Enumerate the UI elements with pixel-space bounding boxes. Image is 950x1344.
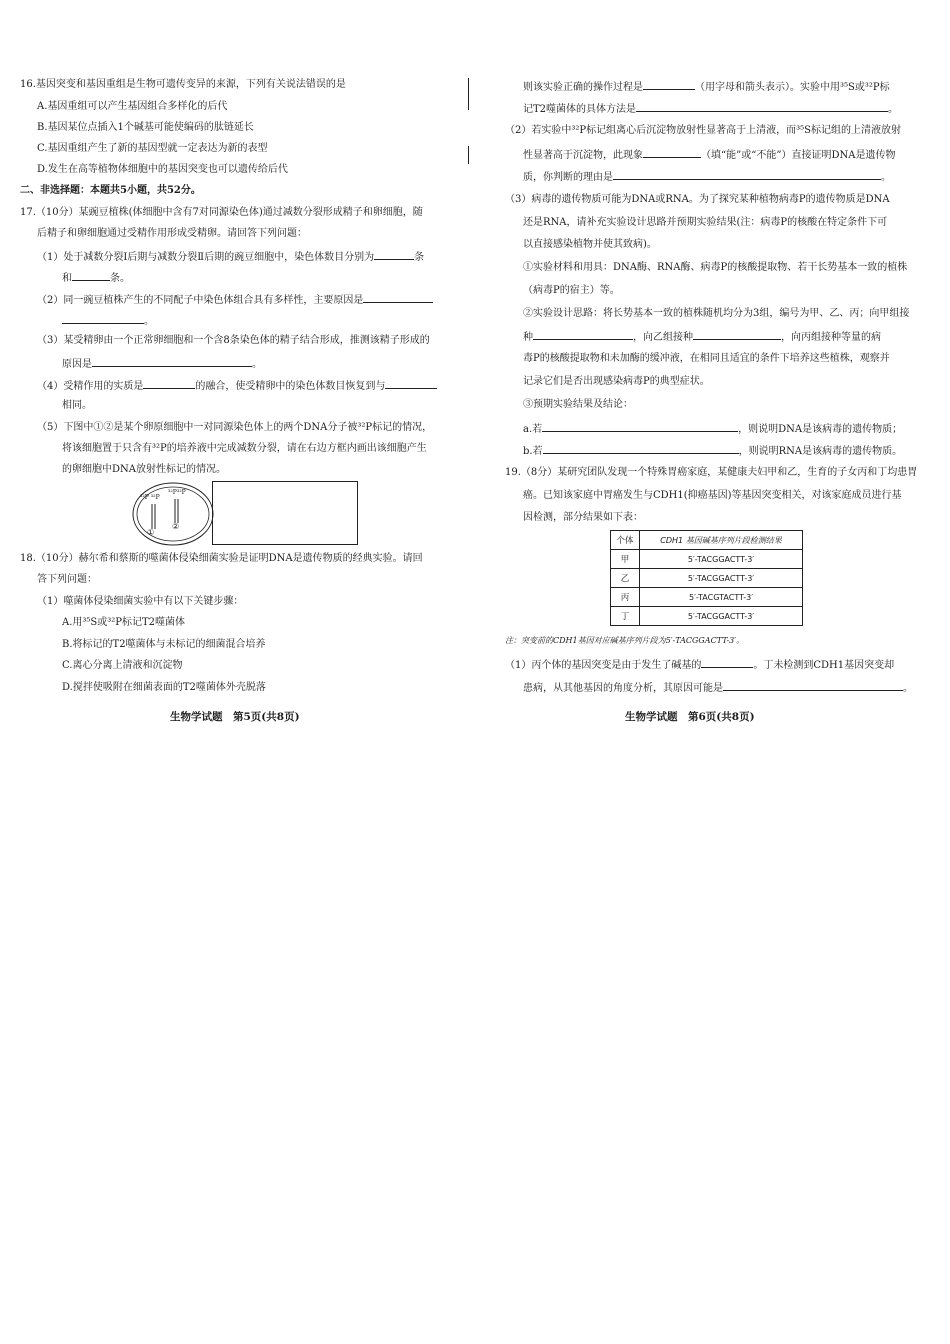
- q18-design-4: 记录它们是否出现感染病毒P的典型症状。: [523, 376, 710, 387]
- q17-p4-text: （4）受精作用的实质是: [37, 381, 144, 392]
- q18-d2-text: 种: [523, 332, 533, 343]
- section-heading: 二、非选择题：本题共5小题，共52分。: [20, 185, 201, 196]
- answer-blank[interactable]: [542, 421, 738, 432]
- q18-materials-1: ①实验材料和用具：DNA酶、RNA酶、病毒P的核酸提取物、若干长势基本一致的植株: [523, 262, 908, 273]
- answer-blank[interactable]: [385, 378, 437, 389]
- column-divider-top: [468, 78, 469, 110]
- q18-ra-text2: ，则说明DNA是该病毒的遗传物质；: [738, 424, 903, 435]
- q17-part4-line1: [37, 378, 437, 394]
- table-header-cell: CDH1 基因碱基序列片段检测结果: [640, 531, 803, 550]
- q17-part3-line2: [62, 356, 262, 372]
- q18-rb-text: b.若: [523, 446, 543, 457]
- table-header-row: [611, 531, 803, 550]
- table-cell: 5′-TACGTACTT-3′: [640, 588, 803, 607]
- q18-stem-1: 18.（10分）赫尔希和蔡斯的噬菌体侵染细菌实验是证明DNA是遗传物质的经典实验。请回: [20, 553, 423, 564]
- q18-materials-2: （病毒P的宿主）等。: [523, 285, 620, 296]
- q18-r1-text: 则该实验正确的操作过程是: [523, 82, 643, 93]
- q17-p1-unit: 条: [414, 252, 425, 263]
- q19-stem-1: 19.（8分）某研究团队发现一个特殊胃癌家庭，某健康夫妇甲和乙，生育的子女丙和丁均患胃: [505, 467, 918, 478]
- q19-p1-text: （1）丙个体的基因突变是由于发生了碱基的: [505, 660, 702, 671]
- gene-test-table: [610, 530, 803, 626]
- q17-part2-line2: [62, 313, 154, 329]
- table-row: [611, 607, 803, 626]
- table-cell: 丙: [611, 588, 640, 607]
- table-row: [611, 588, 803, 607]
- fig-label-right: ³²P³²P: [168, 489, 186, 496]
- answer-blank[interactable]: [374, 249, 414, 260]
- answer-blank[interactable]: [143, 378, 195, 389]
- q16-option-a: A.基因重组可以产生基因组合多样化的后代: [37, 101, 228, 112]
- fig-label-left: ³²P ³²P: [140, 494, 160, 501]
- page-footer-right: 生物学试题 第6页(共8页): [625, 711, 755, 723]
- q17-part3-line1: （3）某受精卵由一个正常卵细胞和一个含8条染色体的精子结合形成，推测该精子形成的: [37, 335, 430, 346]
- table-cell: 乙: [611, 569, 640, 588]
- answer-blank[interactable]: [62, 313, 144, 324]
- q18-result-heading: ③预期实验结果及结论：: [523, 399, 633, 410]
- table-cell: 丁: [611, 607, 640, 626]
- q18-step-c: C.离心分离上清液和沉淀物: [62, 660, 183, 671]
- answer-blank[interactable]: [693, 329, 781, 340]
- q17-part5-line2: 将该细胞置于只含有³²P的培养液中完成减数分裂，请在右边方框内画出该细胞产生: [62, 443, 427, 454]
- q18-step-b: B.将标记的T2噬菌体与未标记的细菌混合培养: [62, 639, 266, 650]
- table-cell: 5′-TACGGACTT-3′: [640, 569, 803, 588]
- q18-p2-text: 性显著高于沉淀物，此现象: [523, 150, 643, 161]
- q18-part2-line3: [523, 169, 891, 185]
- q18-step-d: D.搅拌使吸附在细菌表面的T2噬菌体外壳脱落: [62, 682, 266, 693]
- q18-d2-text3: ，向丙组接种等量的病: [781, 332, 881, 343]
- q17-p4-text2: 的融合，使受精卵中的染色体数目恢复到与: [195, 381, 386, 392]
- answer-blank[interactable]: [72, 270, 110, 281]
- q19-stem-2: 癌。已知该家庭中胃癌发生与CDH1(抑癌基因)等基因突变相关，对该家庭成员进行基: [523, 490, 902, 501]
- q18-part3-line3: 以直接感染植物并使其致病)。: [523, 239, 657, 250]
- q18-part2-line2: [523, 147, 895, 163]
- table-header-cell: 个体: [611, 531, 640, 550]
- q18-p2-end: 。: [881, 172, 891, 183]
- page-footer-left: 生物学试题 第5页(共8页): [170, 711, 300, 723]
- answer-blank[interactable]: [643, 79, 695, 90]
- q19-part1-line2: [523, 680, 913, 696]
- answer-blank[interactable]: [701, 657, 753, 668]
- q18-ra-text: a.若: [523, 424, 543, 435]
- q18-step-a: A.用³⁵S或³²P标记T2噬菌体: [62, 617, 186, 628]
- q16-option-c: C.基因重组产生了新的基因型就一定表达为新的表型: [37, 143, 268, 154]
- q18-result-a: [523, 421, 902, 437]
- fig-number-1: ①: [147, 528, 155, 537]
- answer-blank[interactable]: [92, 356, 252, 367]
- q17-stem-1: 17.（10分）某豌豆植株(体细胞中含有7对同源染色体)通过减数分裂形成精子和卵细胞，随: [20, 207, 423, 218]
- q19-stem-3: 因检测，部分结果如下表：: [523, 512, 643, 523]
- q16-stem: 16.基因突变和基因重组是生物可遗传变异的来源，下列有关说法错误的是: [20, 79, 346, 90]
- q18-stem-2: 答下列问题：: [37, 574, 97, 585]
- answer-blank[interactable]: [533, 329, 633, 340]
- q18-part3-line1: （3）病毒的遗传物质可能为DNA或RNA。为了探究某种植物病毒P的遗传物质是DNA: [505, 194, 890, 205]
- table-cell: 5′-TACGGACTT-3′: [640, 550, 803, 569]
- q18-p2-text3: 质，你判断的理由是: [523, 172, 613, 183]
- answer-blank[interactable]: [643, 147, 701, 158]
- q17-p3-text: 原因是: [62, 359, 92, 370]
- table-row: [611, 550, 803, 569]
- q18-part1: （1）噬菌体侵染细菌实验中有以下关键步骤：: [37, 596, 244, 607]
- q17-part2-line1: [37, 292, 433, 308]
- q17-p2-end: 。: [144, 316, 154, 327]
- q18-result-b: [523, 443, 902, 459]
- q17-part4-line2: 相同。: [62, 400, 92, 411]
- q17-part1-line1: [37, 249, 424, 265]
- q17-p3-end: 。: [252, 359, 262, 370]
- q18-r1: [523, 79, 890, 95]
- answer-blank[interactable]: [723, 680, 903, 691]
- q18-r2-end: 。: [888, 104, 899, 115]
- q17-part1-line2: [62, 270, 130, 286]
- q18-part3-line2: 还是RNA，请补充实验设计思路并预期实验结果(注：病毒P的核酸在特定条件下可: [523, 217, 888, 228]
- q18-p2-text2: （填“能”或“不能”）直接证明DNA是遗传物: [701, 150, 896, 161]
- drawing-answer-box[interactable]: [212, 481, 358, 545]
- q17-p1-and: 和: [62, 273, 72, 284]
- answer-blank[interactable]: [613, 169, 881, 180]
- q18-d2-text2: ，向乙组接种: [633, 332, 693, 343]
- answer-blank[interactable]: [363, 292, 433, 303]
- q18-r1-text2: （用字母和箭头表示）。实验中用³⁵S或³²P标: [695, 82, 890, 93]
- q18-design-1: ②实验设计思路：将长势基本一致的植株随机均分为3组，编号为甲、乙、丙；向甲组接: [523, 308, 910, 319]
- q17-part5-line3: 的卵细胞中DNA放射性标记的情况。: [62, 464, 226, 475]
- q16-option-b: B.基因某位点插入1个碱基可能使编码的肽链延长: [37, 122, 254, 133]
- q18-design-3: 毒P的核酸提取物和未加酶的缓冲液，在相同且适宜的条件下培养这些植株，观察并: [523, 353, 890, 364]
- q18-design-2: [523, 329, 881, 345]
- q17-p1-text: （1）处于减数分裂Ⅰ后期与减数分裂Ⅱ后期的豌豆细胞中，染色体数目分别为: [37, 252, 375, 263]
- table-row: [611, 569, 803, 588]
- q18-part2-line1: （2）若实验中³²P标记组离心后沉淀物放射性显著高于上清液，而³⁵S标记组的上清液放射: [505, 125, 901, 136]
- q16-option-d: D.发生在高等植物体细胞中的基因突变也可以遗传给后代: [37, 164, 288, 175]
- q19-p1-text2: 。丁未检测到CDH1基因突变却: [753, 660, 895, 671]
- answer-blank[interactable]: [636, 101, 888, 112]
- column-divider-mid: [468, 146, 469, 164]
- answer-blank[interactable]: [543, 443, 739, 454]
- q19-p1-end: 。: [903, 683, 913, 694]
- q17-stem-2: 后精子和卵细胞通过受精作用形成受精卵。请回答下列问题：: [37, 228, 307, 239]
- table-cell: 5′-TACGGACTT-3′: [640, 607, 803, 626]
- q17-part5-line1: （5）下图中①②是某个卵原细胞中一对同源染色体上的两个DNA分子被³²P标记的情况，: [37, 422, 433, 433]
- q18-r2-text: 记T2噬菌体的具体方法是: [523, 104, 637, 115]
- q19-p1-text3: 患病，从其他基因的角度分析，其原因可能是: [523, 683, 723, 694]
- q17-p2-text: （2）同一豌豆植株产生的不同配子中染色体组合具有多样性，主要原因是: [37, 295, 364, 306]
- q19-part1-line1: [505, 657, 894, 673]
- q17-p1-unit2: 条。: [110, 273, 130, 284]
- q18-rb-text2: ，则说明RNA是该病毒的遗传物质。: [738, 446, 903, 457]
- q19-note: 注：突变前的CDH1基因对应碱基序列片段为5′-TACGGACTT-3′。: [505, 636, 745, 645]
- q18-r2: [523, 101, 898, 117]
- table-cell: 甲: [611, 550, 640, 569]
- fig-number-2: ②: [172, 522, 180, 531]
